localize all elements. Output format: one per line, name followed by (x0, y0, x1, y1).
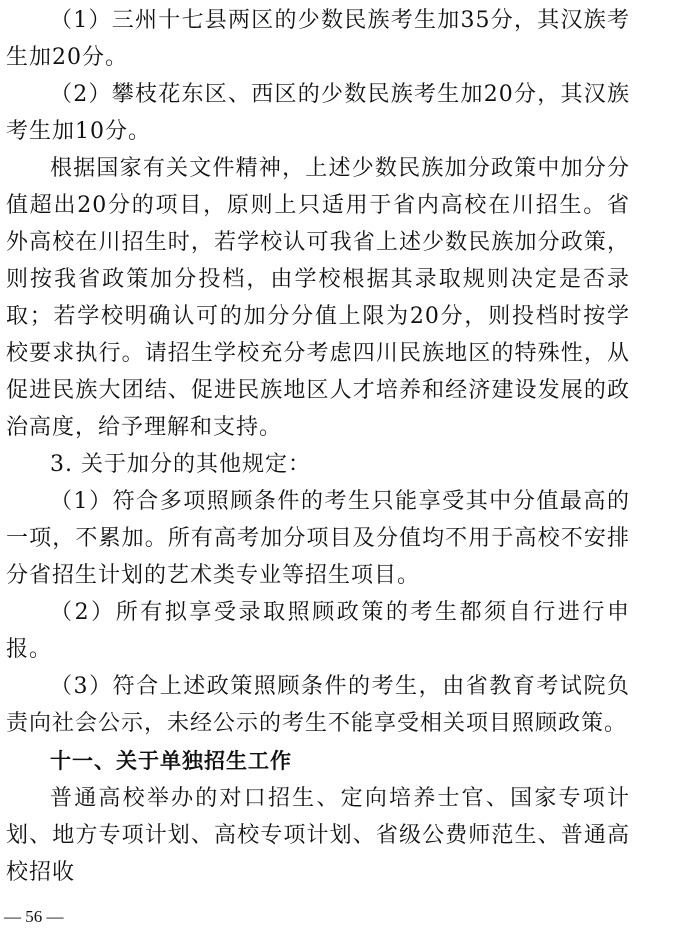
paragraph-other-rules-title: 3. 关于加分的其他规定： (50, 452, 311, 477)
paragraph-rule-1: （1）符合多项照顾条件的考生只能享受其中分值最高的一项，不累加。所有高考加分项目及分值均不用于高校不安排分省招生计划的艺术类专业等招生项目。 (6, 489, 630, 588)
paragraph-independent-admission: 普通高校举办的对口招生、定向培养士官、国家专项计划、地方专项计划、高校专项计划、省级公费师范生、普通高校招收 (6, 786, 630, 885)
page-number: — 56 — (4, 907, 64, 926)
section-heading: 十一、关于单独招生工作 (50, 749, 292, 773)
paragraph-rule-2: （2）所有拟享受录取照顾政策的考生都须自行进行申报。 (6, 600, 630, 662)
paragraph-policy-explanation: 根据国家有关文件精神，上述少数民族加分政策中加分分值超出20分的项目，原则上只适用于省内高校在川招生。省外高校在川招生时，若学校认可我省上述少数民族加分政策，则按我省政策加分投档，由学校根据其录取规则决定是否录取；若学校明确认可的加分分值上限为20分，则投档时按学校要求执行。请招生学校充分考虑四川民族地区的特殊性，从促进民族大团结、促进民族地区人才培养和经济建设发展的政治高度，给予理解和支持。 (6, 156, 630, 440)
paragraph-rule-3: （3）符合上述政策照顾条件的考生，由省教育考试院负责向社会公示，未经公示的考生不能享受相关项目照顾政策。 (6, 674, 630, 736)
paragraph-minority-bonus-2: （2）攀枝花东区、西区的少数民族考生加20分，其汉族考生加10分。 (6, 82, 630, 144)
paragraph-minority-bonus-1: （1）三州十七县两区的少数民族考生加35分，其汉族考生加20分。 (6, 8, 630, 70)
